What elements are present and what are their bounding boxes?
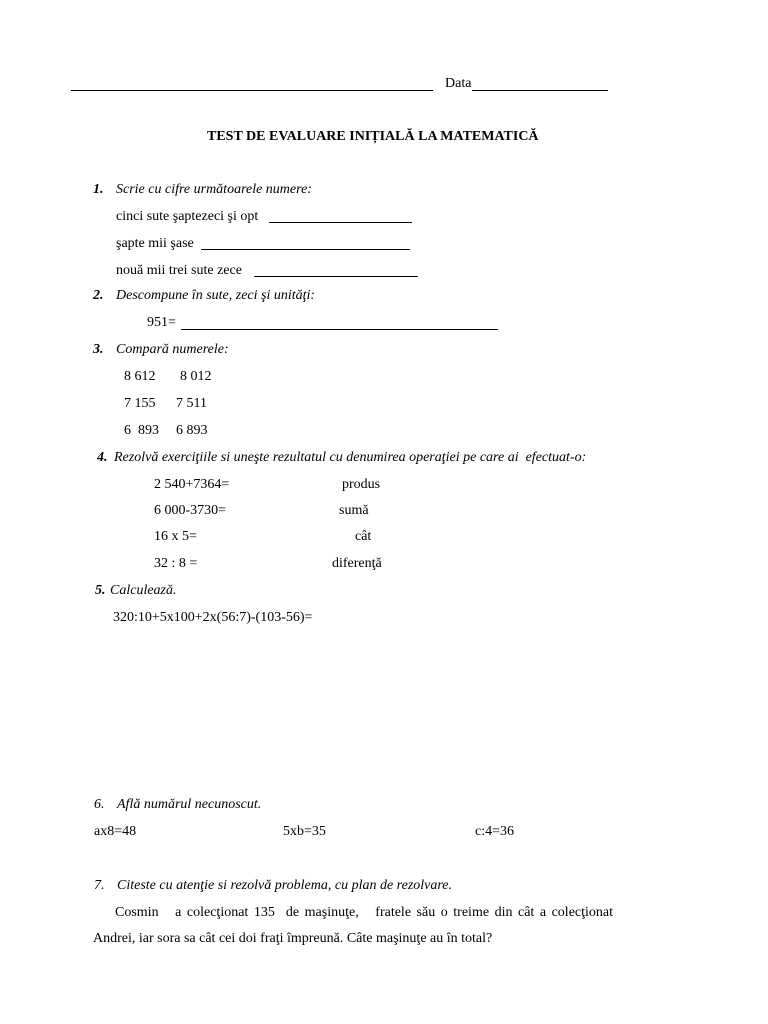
- q3-prompt: Compară numerele:: [116, 342, 229, 357]
- q6-equation: 5xb=35: [283, 824, 326, 839]
- q3-left-number: 8 612: [124, 369, 156, 384]
- q2-answer-line: [181, 329, 498, 330]
- name-blank-line: [71, 90, 433, 91]
- q1-answer-line: [269, 222, 412, 223]
- q6-number: 6.: [94, 797, 105, 812]
- q5-expression: 320:10+5x100+2x(56:7)-(103-56)=: [113, 610, 313, 625]
- q4-operation: diferenţă: [332, 556, 382, 571]
- date-label: Data: [445, 76, 472, 91]
- q7-number: 7.: [94, 878, 105, 893]
- test-title: TEST DE EVALUARE INIȚIALĂ LA MATEMATICĂ: [207, 129, 539, 144]
- q6-equation: c:4=36: [475, 824, 514, 839]
- q1-number: 1.: [93, 182, 104, 197]
- q6-prompt: Află numărul necunoscut.: [117, 797, 262, 812]
- q1-item: nouă mii trei sute zece: [116, 263, 242, 278]
- q4-prompt: Rezolvă exerciţiile si uneşte rezultatul cu denumirea operaţiei pe care ai efectuat-o:: [114, 450, 587, 465]
- q2-expression: 951=: [147, 315, 176, 330]
- q1-answer-line: [201, 249, 410, 250]
- q7-problem-text: Cosmin a colecţionat 135 de maşinuţe, fratele său o treime din cât a colecţionat Andrei, iar sora sa cât cei doi fraţi împreună. Câte maşinuţe au în total?: [93, 905, 616, 946]
- q4-exercise: 6 000-3730=: [154, 503, 227, 518]
- q4-exercise: 32 : 8 =: [154, 556, 198, 571]
- q1-item: cinci sute şaptezeci şi opt: [116, 209, 259, 224]
- q5-prompt: Calculează.: [110, 583, 177, 598]
- date-blank-line: [472, 90, 608, 91]
- q3-right-number: 7 511: [176, 396, 207, 411]
- q3-left-number: 6 893: [124, 423, 159, 438]
- q2-prompt: Descompune în sute, zeci şi unităţi:: [116, 288, 316, 303]
- q1-answer-line: [254, 276, 418, 277]
- q1-item: şapte mii şase: [116, 236, 194, 251]
- q4-operation: produs: [342, 477, 381, 492]
- q3-left-number: 7 155: [124, 396, 156, 411]
- q4-exercise: 2 540+7364=: [154, 477, 230, 492]
- q4-operation: sumă: [339, 503, 369, 518]
- q4-exercise: 16 x 5=: [154, 529, 197, 544]
- q4-operation: cât: [355, 529, 372, 544]
- q6-equation: ax8=48: [94, 824, 137, 839]
- q3-number: 3.: [93, 342, 104, 357]
- q3-right-number: 6 893: [176, 423, 208, 438]
- q7-prompt: Citeste cu atenţie si rezolvă problema, cu plan de rezolvare.: [117, 878, 453, 893]
- q2-number: 2.: [93, 288, 104, 303]
- q4-number: 4.: [97, 450, 108, 465]
- q1-prompt: Scrie cu cifre următoarele numere:: [116, 182, 312, 197]
- q5-number: 5.: [95, 583, 106, 598]
- q3-right-number: 8 012: [180, 369, 212, 384]
